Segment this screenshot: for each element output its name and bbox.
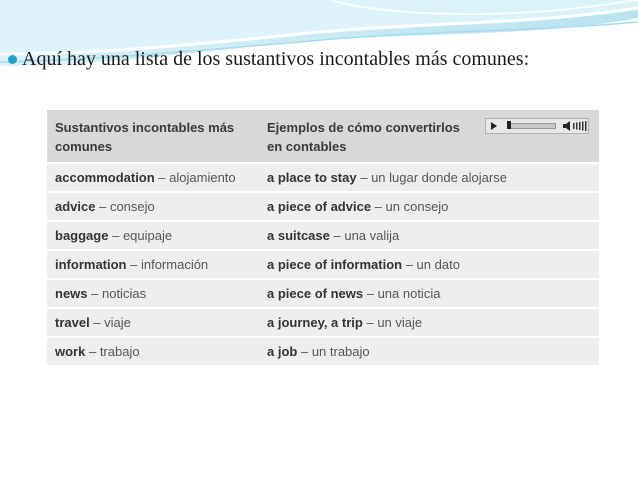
uncountable-nouns-table xyxy=(47,110,599,367)
nouns-table-container xyxy=(47,110,599,367)
noun-cell: travel – viaje xyxy=(47,308,259,337)
noun-term: news xyxy=(55,286,88,301)
example-translation: un consejo xyxy=(385,199,449,214)
noun-translation: noticias xyxy=(101,286,147,301)
example-translation: una noticia xyxy=(377,286,441,301)
noun-term: work xyxy=(55,344,86,359)
noun-translation: alojamiento xyxy=(169,170,236,185)
noun-term: advice xyxy=(55,199,96,214)
noun-translation: información xyxy=(140,257,209,272)
table-row xyxy=(47,337,599,366)
example-term: a journey, a trip xyxy=(267,315,363,330)
bullet-icon xyxy=(8,55,17,64)
header-col-examples xyxy=(259,110,599,163)
intro-bullet xyxy=(22,46,602,72)
header-col-nouns xyxy=(47,110,259,163)
noun-translation: viaje xyxy=(104,315,131,330)
example-cell: a piece of news – una noticia xyxy=(259,279,599,308)
audio-player[interactable] xyxy=(485,118,589,134)
example-translation: un dato xyxy=(416,257,460,272)
play-icon[interactable] xyxy=(486,119,502,133)
intro-text: Aquí hay una lista de los sustantivos incontables más comunes: xyxy=(22,48,530,70)
noun-term: information xyxy=(55,257,127,272)
example-term: a suitcase xyxy=(267,228,330,243)
noun-cell: accommodation – alojamiento xyxy=(47,163,259,192)
noun-term: baggage xyxy=(55,228,109,243)
noun-cell: news – noticias xyxy=(47,279,259,308)
header-col-nouns-label: Sustantivos incontables más comunes xyxy=(55,120,235,154)
example-cell: a place to stay – un lugar donde alojarse xyxy=(259,163,599,192)
example-translation: una valija xyxy=(344,228,400,243)
noun-cell: advice – consejo xyxy=(47,192,259,221)
example-cell: a piece of advice – un consejo xyxy=(259,192,599,221)
noun-translation: equipaje xyxy=(122,228,173,243)
header-col-examples-label: Ejemplos de cómo convertirlos en contables xyxy=(267,120,460,154)
table-row xyxy=(47,308,599,337)
example-translation: un viaje xyxy=(377,315,423,330)
noun-cell: baggage – equipaje xyxy=(47,221,259,250)
example-translation: un trabajo xyxy=(311,344,370,359)
example-term: a job xyxy=(267,344,298,359)
example-term: a place to stay xyxy=(267,170,357,185)
table-row xyxy=(47,279,599,308)
volume-icon[interactable] xyxy=(562,119,588,133)
table-row xyxy=(47,221,599,250)
audio-progress-knob[interactable] xyxy=(507,121,511,129)
table-row xyxy=(47,192,599,221)
example-term: a piece of news xyxy=(267,286,364,301)
table-row xyxy=(47,250,599,279)
noun-cell: work – trabajo xyxy=(47,337,259,366)
example-term: a piece of advice xyxy=(267,199,372,214)
noun-translation: trabajo xyxy=(99,344,140,359)
noun-translation: consejo xyxy=(109,199,155,214)
example-translation: un lugar donde alojarse xyxy=(371,170,507,185)
noun-cell: information – información xyxy=(47,250,259,279)
table-row xyxy=(47,163,599,192)
table-header-row xyxy=(47,110,599,163)
example-cell: a job – un trabajo xyxy=(259,337,599,366)
noun-term: travel xyxy=(55,315,90,330)
example-cell: a suitcase – una valija xyxy=(259,221,599,250)
example-cell: a piece of information – un dato xyxy=(259,250,599,279)
example-term: a piece of information xyxy=(267,257,403,272)
noun-term: accommodation xyxy=(55,170,155,185)
audio-progress-track[interactable] xyxy=(508,123,556,129)
example-cell: a journey, a trip – un viaje xyxy=(259,308,599,337)
